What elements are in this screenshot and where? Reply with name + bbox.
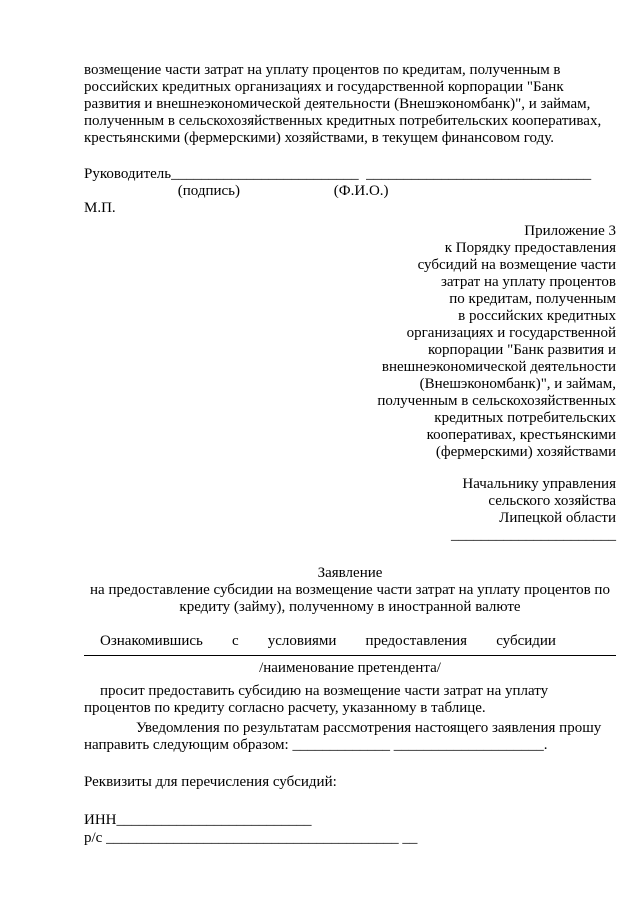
appendix-line: кредитных потребительских	[434, 410, 616, 426]
appendix-line: в российских кредитных	[458, 308, 616, 324]
inn-field: ИНН__________________________	[84, 812, 312, 828]
familiar-word: предоставления	[365, 633, 468, 649]
notify-line: Уведомления по результатам рассмотрения настоящего заявления прошу	[136, 720, 602, 736]
requisites-label: Реквизиты для перечисления субсидий:	[84, 774, 337, 790]
appendix-line: (Внешэкономбанк)", и займам,	[419, 376, 616, 392]
notify-line: направить следующим образом: _____________ ____________________.	[84, 737, 548, 753]
appendix-line: Приложение 3	[524, 223, 616, 239]
familiar-word: субсидии	[496, 633, 556, 649]
addressee-block	[316, 476, 616, 544]
notification-paragraph	[84, 720, 616, 754]
intro-line: развития и внешнеэкономической деятельности (Внешэкономбанк)", и займам,	[84, 96, 591, 112]
addressee-name-blank: ______________________	[451, 527, 616, 543]
appendix-line: затрат на уплату процентов	[440, 274, 616, 290]
appendix-line: субсидий на возмещение части	[417, 257, 616, 273]
intro-line: полученным в сельскохозяйственных кредитных потребительских кооперативах,	[84, 113, 602, 129]
appendix-line: к Порядку предоставления	[444, 240, 616, 256]
addressee-line: сельского хозяйства	[488, 493, 616, 509]
title-subtitle-line: кредиту (займу), полученному в иностранной валюте	[179, 599, 521, 615]
appendix-line: организациях и государственной	[406, 325, 616, 341]
request-line: просит предоставить субсидию на возмещение части затрат на уплату	[100, 683, 549, 699]
familiar-word: с	[231, 633, 239, 649]
applicant-name-blank	[84, 655, 616, 656]
intro-line: возмещение части затрат на уплату процентов по кредитам, полученным в	[84, 62, 561, 78]
addressee-line: Липецкой области	[499, 510, 616, 526]
intro-line: российских кредитных организациях и государственной корпорации "Банк	[84, 79, 564, 95]
addressee-line: Начальнику управления	[462, 476, 616, 492]
intro-line: крестьянскими (фермерскими) хозяйствами, в текущем финансовом году.	[84, 130, 554, 146]
appendix-line: полученным в сельскохозяйственных	[377, 393, 616, 409]
familiar-word: Ознакомившись	[100, 633, 203, 649]
title-subtitle-line: на предоставление субсидии на возмещение части затрат на уплату процентов по	[90, 582, 610, 598]
applicant-name-caption: /наименование претендента/	[259, 660, 441, 676]
appendix-line: корпорации "Банк развития и	[428, 342, 616, 358]
application-title	[84, 565, 616, 616]
request-paragraph	[84, 683, 616, 717]
familiarization-line	[84, 633, 616, 650]
signature-captions: (подпись) (Ф.И.О.)	[84, 183, 389, 199]
request-line: процентов по кредиту согласно расчету, указанному в таблице.	[84, 700, 486, 716]
appendix-line: (фермерскими) хозяйствами	[435, 444, 616, 460]
appendix-line: кооперативах, крестьянскими	[426, 427, 616, 443]
stamp-place-label: М.П.	[84, 200, 116, 216]
appendix-line: внешнеэкономической деятельности	[381, 359, 616, 375]
appendix-header	[296, 223, 616, 461]
title-heading: Заявление	[317, 565, 383, 581]
head-signature-line: Руководитель_________________________ ______________________________	[84, 166, 592, 182]
appendix-line: по кредитам, полученным	[449, 291, 616, 307]
account-field: р/с _______________________________________ __	[84, 830, 418, 846]
intro-paragraph	[84, 62, 616, 147]
familiar-word: условиями	[267, 633, 337, 649]
